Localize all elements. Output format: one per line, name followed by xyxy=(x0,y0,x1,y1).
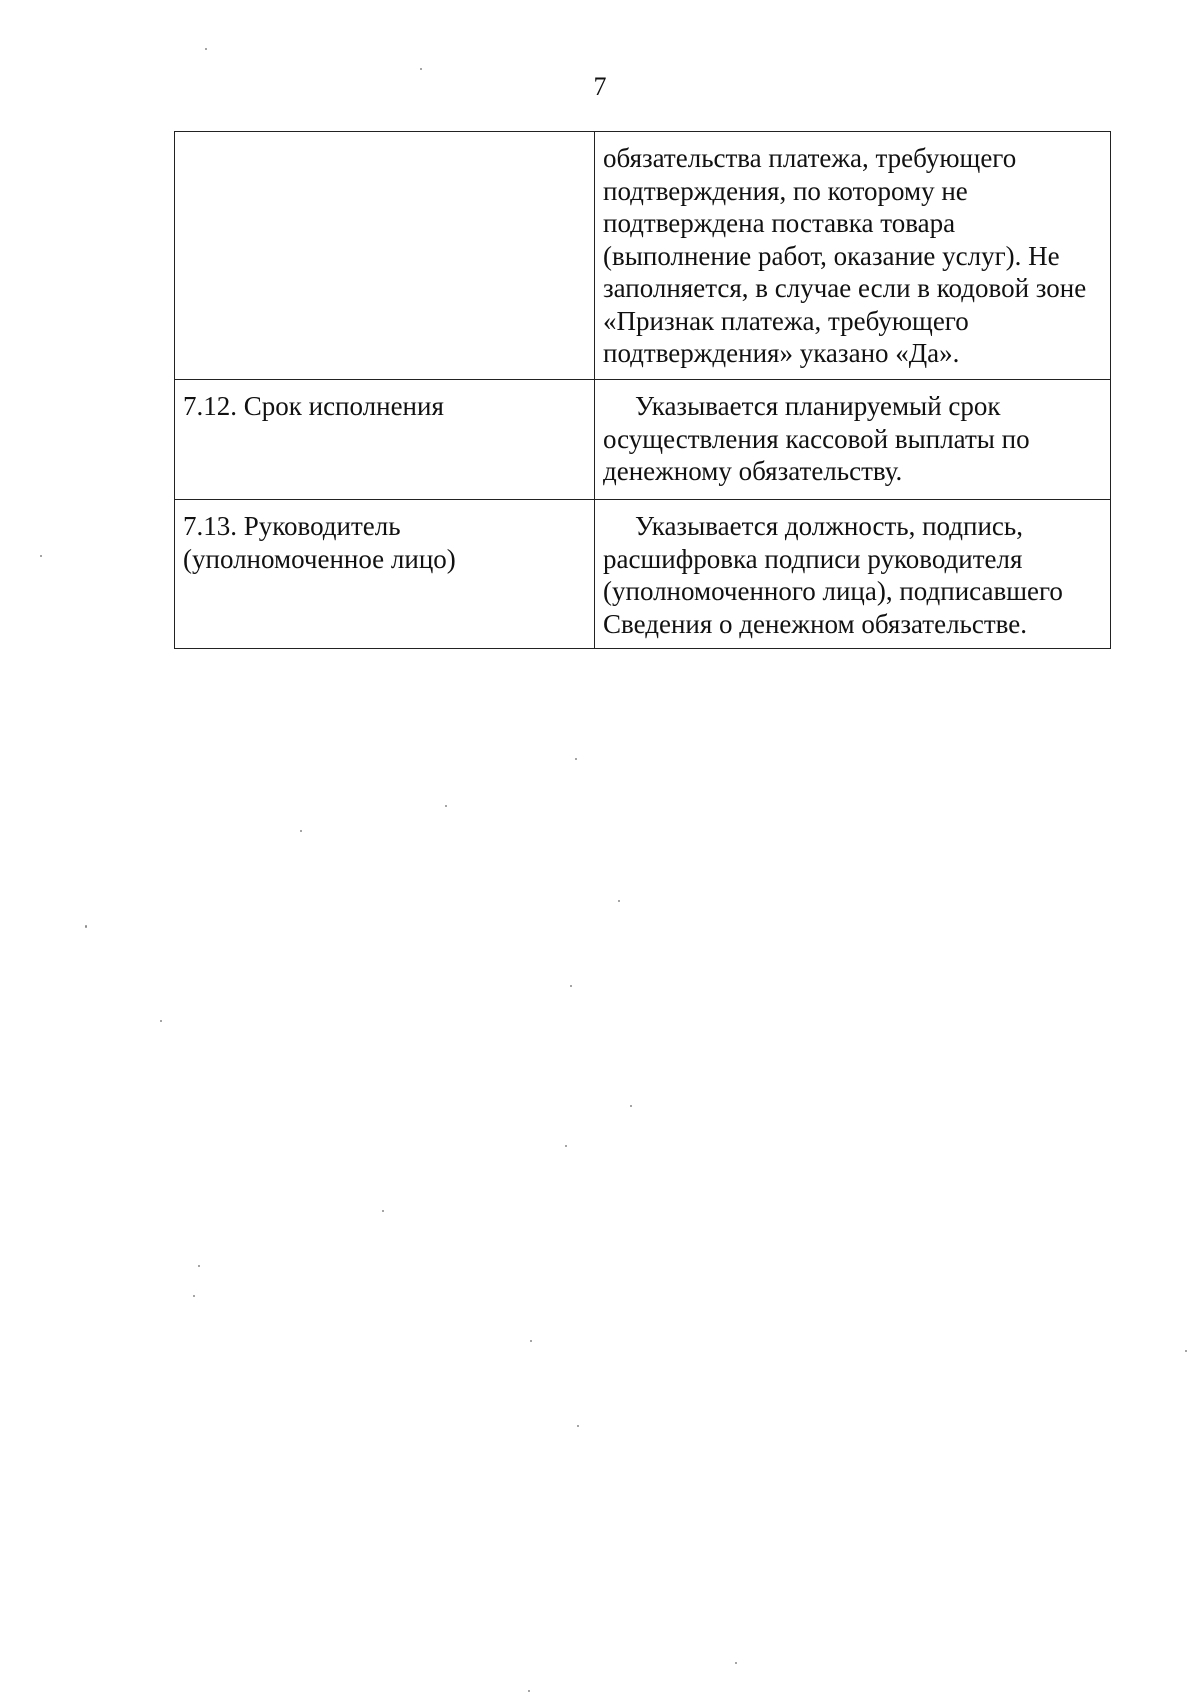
description-cell: Указывается должность, подпись, расшифровка подписи руководителя (уполномоченного лица), подписавшего Сведения о денежном обязательстве. xyxy=(595,500,1111,649)
scan-speck xyxy=(575,758,577,760)
field-cell xyxy=(175,132,595,380)
scan-speck xyxy=(445,805,447,807)
scan-speck xyxy=(40,555,42,557)
scan-speck xyxy=(198,1265,200,1267)
scan-speck xyxy=(382,1210,384,1212)
scan-speck xyxy=(528,1690,530,1692)
scan-speck xyxy=(160,1020,162,1022)
scan-speck xyxy=(618,900,620,902)
scan-speck xyxy=(1185,1350,1187,1352)
scan-speck xyxy=(205,48,207,50)
field-cell: 7.13. Руководитель (уполномоченное лицо) xyxy=(175,500,595,649)
field-cell: 7.12. Срок исполнения xyxy=(175,380,595,500)
scan-speck xyxy=(735,1662,737,1664)
scan-speck xyxy=(577,1425,579,1427)
scan-speck xyxy=(630,1105,632,1107)
scan-speck xyxy=(193,1295,195,1297)
requirements-table xyxy=(174,131,1111,649)
scan-speck xyxy=(530,1340,532,1342)
description-cell: обязательства платежа, требующего подтверждения, по которому не подтверждена поставка товара (выполнение работ, оказание услуг). Не заполняется, в случае если в кодовой зоне «Признак платежа, требующего подтверждения» указано «Да». xyxy=(595,132,1111,380)
page-number: 7 xyxy=(593,72,607,101)
scan-speck xyxy=(85,925,87,928)
description-cell: Указывается планируемый срок осуществления кассовой выплаты по денежному обязательству. xyxy=(595,380,1111,500)
table-row xyxy=(175,500,1111,649)
table-row xyxy=(175,132,1111,380)
table-row xyxy=(175,380,1111,500)
scan-speck xyxy=(300,830,302,832)
scan-speck xyxy=(420,68,422,70)
scan-speck xyxy=(570,985,572,987)
scan-speck xyxy=(565,1145,567,1147)
